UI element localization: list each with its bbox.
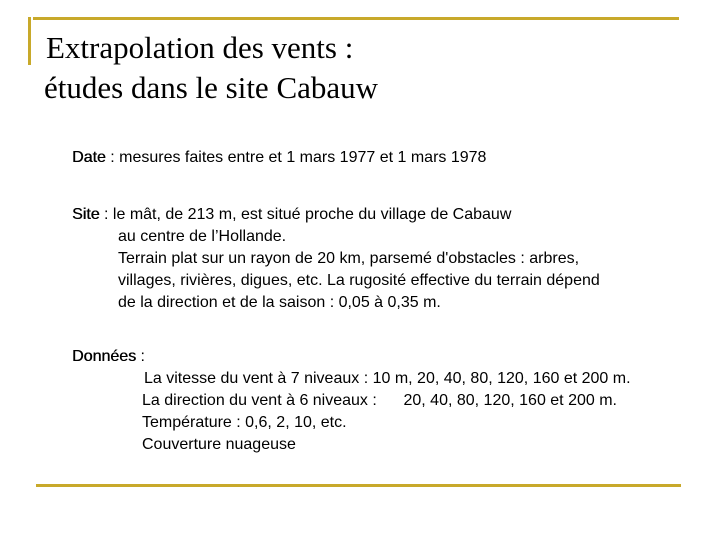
site-paragraph xyxy=(72,204,600,314)
title-line-2: études dans le site Cabauw xyxy=(44,70,379,105)
title-line-1: Extrapolation des vents : xyxy=(46,30,354,65)
donnees-paragraph xyxy=(72,346,631,456)
donnees-wind-speed: La vitesse du vent à 7 niveaux : 10 m, 20, 40, 80, 120, 160 et 200 m. xyxy=(144,370,631,387)
date-label: Date xyxy=(72,149,106,166)
site-line-1: : le mât, de 213 m, est situé proche du village de Cabauw xyxy=(99,206,512,223)
top-rule xyxy=(33,17,679,20)
donnees-cloud-cover: Couverture nuageuse xyxy=(142,436,296,453)
site-line-3: Terrain plat sur un rayon de 20 km, parsemé d'obstacles : arbres, xyxy=(118,250,580,267)
donnees-label: Données xyxy=(72,348,137,365)
donnees-colon: : xyxy=(136,348,145,365)
site-label: Site xyxy=(72,206,100,223)
donnees-temperature: Température : 0,6, 2, 10, etc. xyxy=(142,414,347,431)
date-paragraph xyxy=(72,147,486,169)
site-line-4: villages, rivières, digues, etc. La rugosité effective du terrain dépend xyxy=(118,272,600,289)
date-text: : mesures faites entre et 1 mars 1977 et 1 mars 1978 xyxy=(105,149,487,166)
site-line-5: de la direction et de la saison : 0,05 à 0,35 m. xyxy=(118,294,441,311)
left-rule xyxy=(28,17,31,65)
donnees-wind-direction: La direction du vent à 6 niveaux : 20, 40, 80, 120, 160 et 200 m. xyxy=(142,392,617,409)
bottom-rule xyxy=(36,484,681,487)
slide-title xyxy=(46,28,378,108)
site-line-2: au centre de l’Hollande. xyxy=(118,228,287,245)
